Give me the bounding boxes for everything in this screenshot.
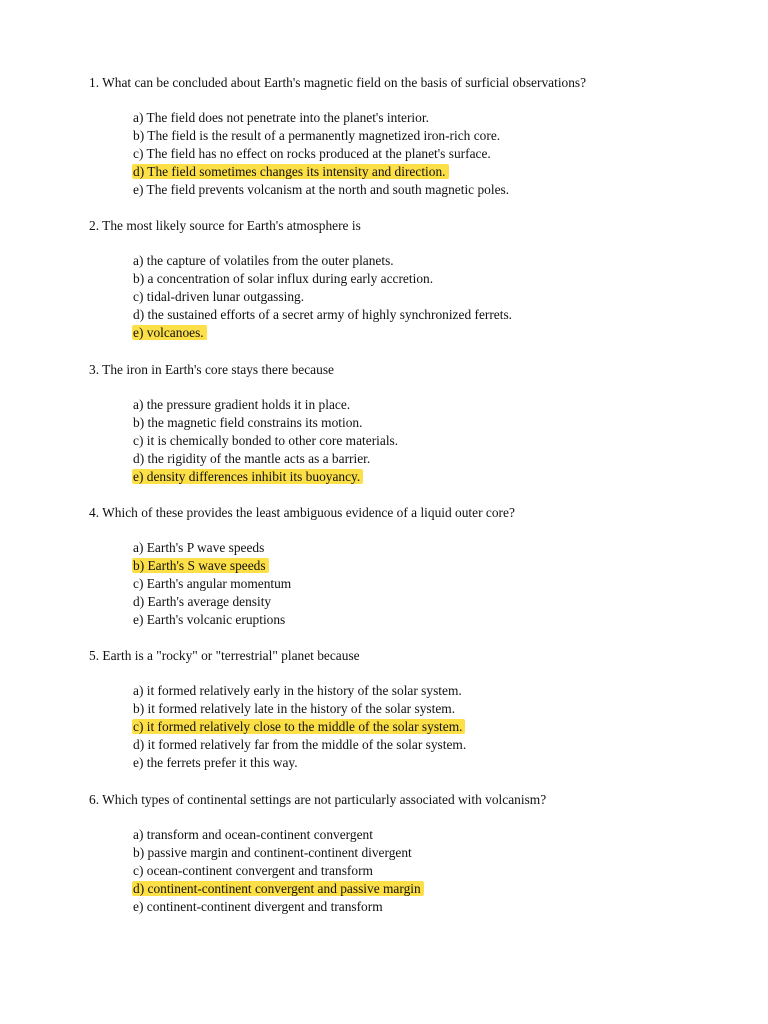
answer-option-c: c) The field has no effect on rocks produced at the planet's surface. (133, 146, 491, 161)
answer-options (89, 826, 759, 916)
answer-options (89, 539, 759, 629)
question-6 (89, 791, 759, 916)
answer-options (89, 396, 759, 486)
question-2 (89, 217, 759, 342)
answer-option-e-highlighted: e) volcanoes. (133, 324, 759, 342)
answer-options (89, 252, 759, 342)
question-stem: 6. Which types of continental settings are not particularly associated with volcanism? (89, 792, 547, 807)
answer-option-d: d) it formed relatively far from the middle of the solar system. (133, 737, 467, 752)
answer-option-a: a) transform and ocean-continent convergent (133, 827, 373, 842)
answer-option-a: a) Earth's P wave speeds (133, 540, 265, 555)
answer-option-b: b) a concentration of solar influx during early accretion. (133, 271, 434, 286)
question-stem: 5. Earth is a "rocky" or "terrestrial" planet because (89, 648, 360, 663)
answer-option-d-highlighted: d) The field sometimes changes its intensity and direction. (133, 163, 759, 181)
answer-option-c-highlighted: c) it formed relatively close to the middle of the solar system. (133, 718, 759, 736)
answer-option-a: a) it formed relatively early in the history of the solar system. (133, 683, 462, 698)
answer-option-e: e) Earth's volcanic eruptions (133, 612, 286, 627)
question-stem: 4. Which of these provides the least ambiguous evidence of a liquid outer core? (89, 505, 515, 520)
question-1 (89, 74, 759, 199)
answer-option-d: d) the rigidity of the mantle acts as a barrier. (133, 451, 371, 466)
question-5 (89, 647, 759, 772)
question-stem: 2. The most likely source for Earth's atmosphere is (89, 218, 361, 233)
answer-option-e: e) The field prevents volcanism at the north and south magnetic poles. (133, 182, 510, 197)
answer-option-c: c) tidal-driven lunar outgassing. (133, 289, 305, 304)
question-stem: 1. What can be concluded about Earth's magnetic field on the basis of surficial observations? (89, 75, 587, 90)
answer-option-c: c) it is chemically bonded to other core materials. (133, 433, 399, 448)
answer-option-d: d) the sustained efforts of a secret army of highly synchronized ferrets. (133, 307, 513, 322)
answer-option-c: c) ocean-continent convergent and transform (133, 863, 373, 878)
answer-option-d: d) Earth's average density (133, 594, 272, 609)
answer-option-a: a) The field does not penetrate into the planet's interior. (133, 110, 429, 125)
answer-options (89, 109, 759, 199)
question-4 (89, 504, 759, 629)
answer-option-b-highlighted: b) Earth's S wave speeds (133, 557, 759, 575)
question-3 (89, 361, 759, 486)
answer-option-b: b) passive margin and continent-continent divergent (133, 845, 412, 860)
answer-option-b: b) the magnetic field constrains its motion. (133, 415, 363, 430)
answer-option-a: a) the capture of volatiles from the outer planets. (133, 253, 394, 268)
answer-option-b: b) The field is the result of a permanently magnetized iron-rich core. (133, 128, 501, 143)
answer-options (89, 682, 759, 772)
question-stem: 3. The iron in Earth's core stays there because (89, 362, 334, 377)
answer-option-b: b) it formed relatively late in the history of the solar system. (133, 701, 456, 716)
answer-option-e: e) the ferrets prefer it this way. (133, 755, 298, 770)
answer-option-a: a) the pressure gradient holds it in place. (133, 397, 351, 412)
answer-option-c: c) Earth's angular momentum (133, 576, 292, 591)
answer-option-e-highlighted: e) density differences inhibit its buoyancy. (133, 468, 759, 486)
answer-option-e: e) continent-continent divergent and transform (133, 899, 383, 914)
answer-option-d-highlighted: d) continent-continent convergent and passive margin (133, 880, 759, 898)
